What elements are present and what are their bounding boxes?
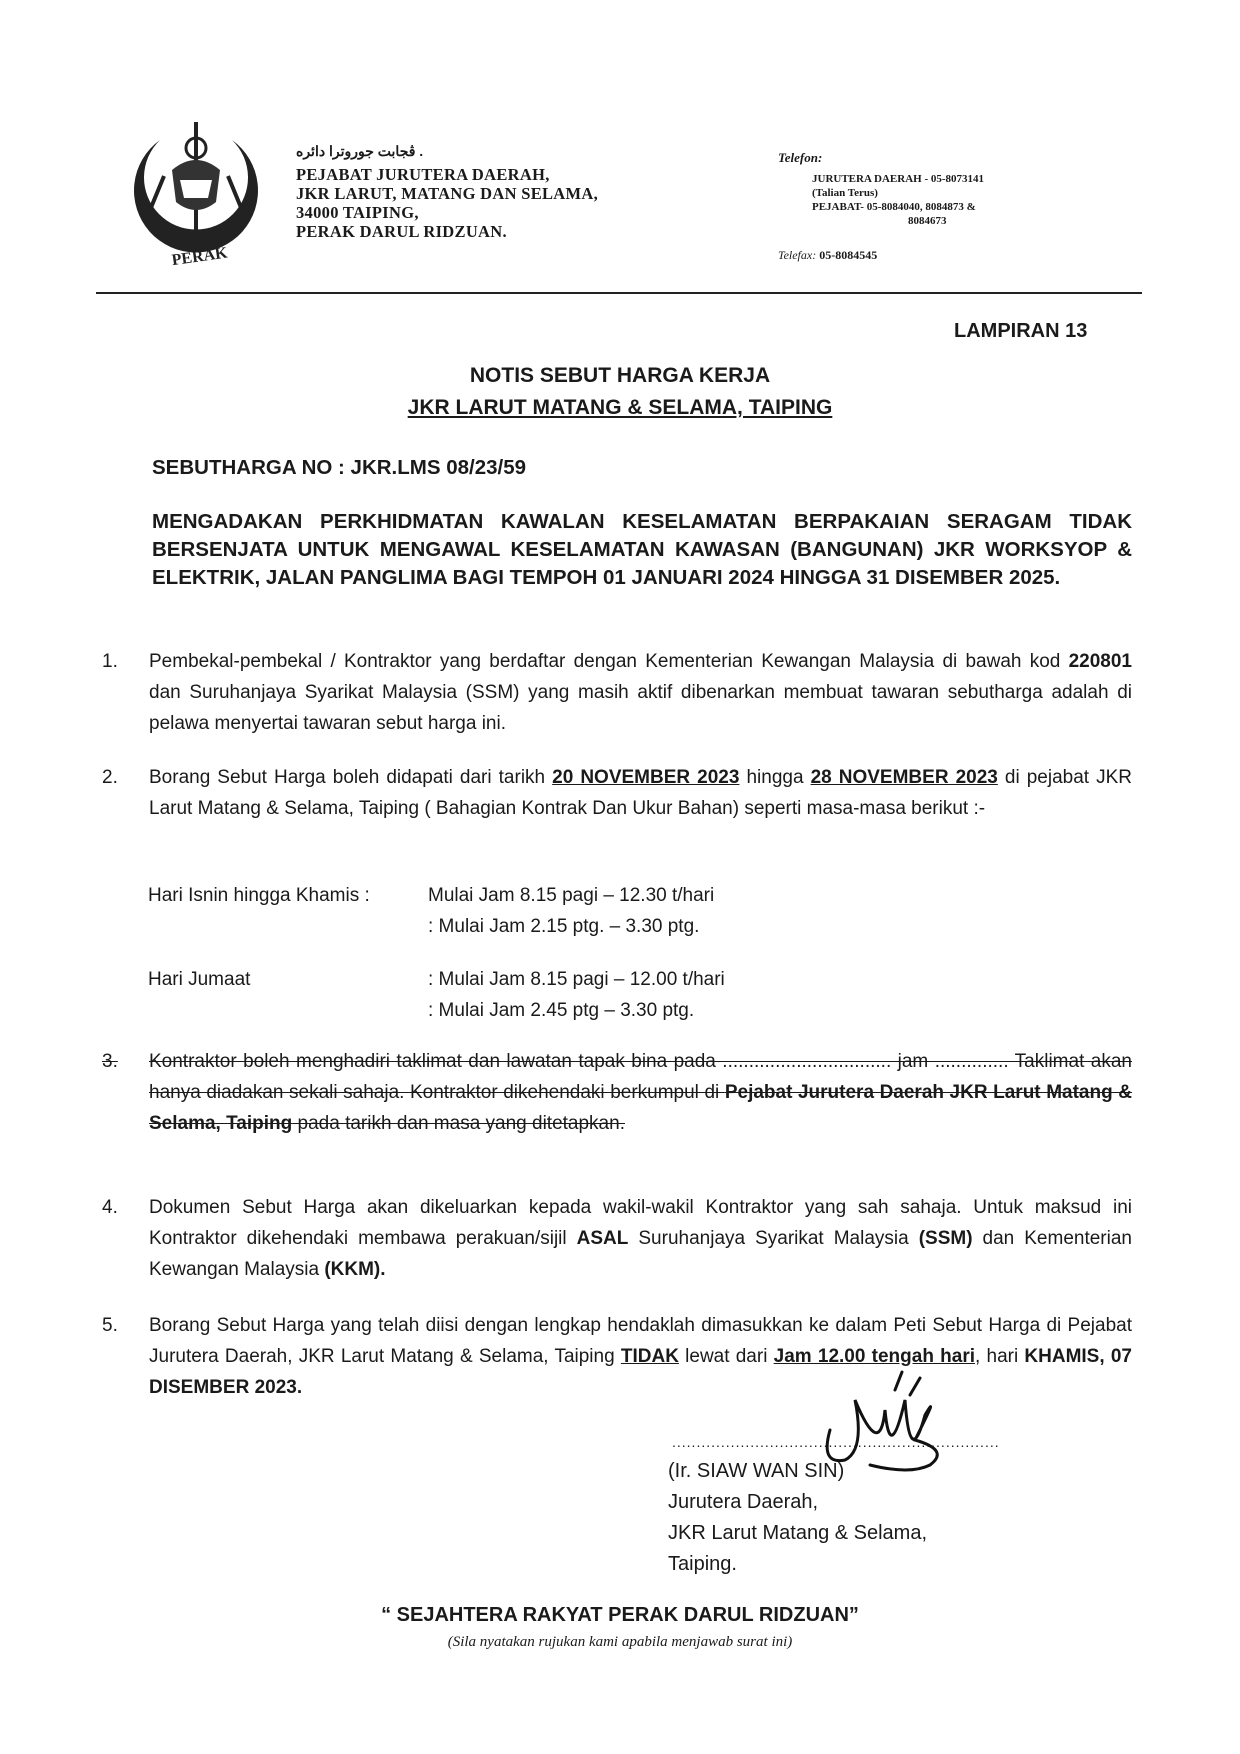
p4-text-a: Dokumen Sebut Harga akan dikeluarkan kepada wakil-wakil Kontraktor yang sah sahaja. Untuk maksud ini Kontraktor dikehendaki membawa perakuan/sijil xyxy=(149,1197,1132,1249)
p4-asal: ASAL xyxy=(576,1228,629,1249)
signatory-block xyxy=(668,1456,927,1580)
reference-note: (Sila nyatakan rujukan kami apabila menjawab surat ini) xyxy=(447,1634,793,1650)
p2-start-date: 20 NOVEMBER 2023 xyxy=(552,767,740,788)
schedule-day-1-time-2: : Mulai Jam 2.15 ptg. – 3.30 ptg. xyxy=(428,916,700,937)
p5-deadline-date: KHAMIS, 07 DISEMBER 2023. xyxy=(149,1346,1132,1398)
paragraph-2 xyxy=(102,762,1132,824)
paragraph-number: 1. xyxy=(102,651,118,672)
p4-kkm: (KKM). xyxy=(324,1259,386,1280)
telefax-value: 05-8084545 xyxy=(819,248,878,262)
lampiran-label: LAMPIRAN 13 xyxy=(954,320,1088,342)
p4-text-c: Suruhanjaya Syarikat Malaysia xyxy=(628,1228,919,1249)
notice-subtitle xyxy=(0,396,1240,420)
p1-code: 220801 xyxy=(1068,651,1132,672)
signature-line: ................................................................... xyxy=(672,1434,1000,1450)
p5-deadline-time: Jam 12.00 tengah hari xyxy=(773,1346,975,1367)
paragraph-number: 3. xyxy=(102,1051,118,1072)
p5-text-a: Borang Sebut Harga yang telah diisi dengan lengkap hendaklah dimasukkan ke dalam Peti Sebut Harga di Pejabat Jurutera Daerah, JKR Larut Matang & Selama, Taiping xyxy=(149,1315,1132,1367)
signatory-title: Jurutera Daerah, xyxy=(668,1491,819,1513)
address-line-1: PEJABAT JURUTERA DAERAH, xyxy=(296,165,550,184)
telefax xyxy=(778,248,877,263)
telefon-numbers xyxy=(812,172,984,228)
telefon-line-3: PEJABAT- 05-8084040, 8084873 & xyxy=(812,201,976,213)
address-line-2: JKR LARUT, MATANG DAN SELAMA, xyxy=(296,184,599,203)
p2-text-e: di pejabat JKR Larut Matang & Selama, Taiping ( Bahagian Kontrak Dan Ukur Bahan) seperti masa-masa berikut :- xyxy=(149,767,1133,819)
p3-venue: Pejabat Jurutera Daerah JKR Larut Matang & Selama, Taiping xyxy=(149,1082,1132,1134)
notice-title: NOTIS SEBUT HARGA KERJA xyxy=(469,364,771,387)
p2-end-date: 28 NOVEMBER 2023 xyxy=(810,767,998,788)
telefon-label: Telefon: xyxy=(778,150,823,165)
signatory-town: Taiping. xyxy=(668,1553,737,1575)
paragraph-4 xyxy=(102,1192,1132,1285)
paragraph-5 xyxy=(102,1310,1132,1403)
paragraph-3-struck xyxy=(102,1046,1132,1139)
schedule-day-2: Hari Jumaat xyxy=(148,969,251,990)
p2-text-a: Borang Sebut Harga boleh didapati dari tarikh xyxy=(149,767,553,788)
signatory-office: JKR Larut Matang & Selama, xyxy=(668,1522,928,1544)
p2-text-c: hingga xyxy=(739,767,811,788)
p5-text-c: lewat dari xyxy=(678,1346,774,1367)
telefon-line-1: JURUTERA DAERAH - 05-8073141 xyxy=(812,173,985,185)
p1-text-a: Pembekal-pembekal / Kontraktor yang berdaftar dengan Kementerian Kewangan Malaysia di bawah kod xyxy=(149,651,1069,672)
p5-text-e: , hari xyxy=(975,1346,1025,1367)
paragraph-number: 4. xyxy=(102,1197,118,1218)
p3-text-c: pada tarikh dan masa yang ditetapkan. xyxy=(292,1113,625,1134)
sebutharga-number: SEBUTHARGA NO : JKR.LMS 08/23/59 xyxy=(152,456,527,479)
paragraph-number: 2. xyxy=(102,767,118,788)
address-line-4: PERAK DARUL RIDZUAN. xyxy=(296,222,507,241)
address-line-3: 34000 TAIPING, xyxy=(296,203,419,222)
schedule-day-1: Hari Isnin hingga Khamis : xyxy=(148,885,370,906)
notice-subject: MENGADAKAN PERKHIDMATAN KAWALAN KESELAMATAN BERPAKAIAN SERAGAM TIDAK BERSENJATA UNTUK MENGAWAL KESELAMATAN KAWASAN (BANGUNAN) JKR WORKSYOP & ELEKTRIK, JALAN PANGLIMA BAGI TEMPOH 01 JANUARI 2024 HINGGA 31 DISEMBER 2025. xyxy=(152,510,1132,589)
telefax-label: Telefax: xyxy=(778,248,817,262)
p3-text-a: Kontraktor boleh menghadiri taklimat dan lawatan tapak bina pada ................................ jam .............. Taklimat akan hanya diadakan sekali sahaja. Kontraktor dikehendaki berkumpul di xyxy=(149,1051,1132,1103)
schedule-day-2-time-2: : Mulai Jam 2.45 ptg – 3.30 ptg. xyxy=(428,1000,695,1021)
paragraph-number: 5. xyxy=(102,1315,118,1336)
motto: “ SEJAHTERA RAKYAT PERAK DARUL RIDZUAN” xyxy=(381,1604,859,1626)
crest-text: PERAK xyxy=(170,244,229,270)
schedule-day-2-time-1: : Mulai Jam 8.15 pagi – 12.00 t/hari xyxy=(428,969,725,990)
notice-subtitle-text: JKR LARUT MATANG & SELAMA, TAIPING xyxy=(407,396,833,419)
schedule-day-1-time-1: Mulai Jam 8.15 pagi – 12.30 t/hari xyxy=(428,885,715,906)
telefon-line-2: (Talian Terus) xyxy=(812,187,878,199)
p5-tidak: TIDAK xyxy=(620,1346,679,1367)
perak-crest-logo xyxy=(120,110,270,270)
p4-text-e: dan Kementerian Kewangan Malaysia xyxy=(149,1228,1132,1280)
telefon-line-4: 8084673 xyxy=(908,215,947,227)
p4-ssm: (SSM) xyxy=(918,1228,973,1249)
office-address xyxy=(296,165,598,241)
header-divider xyxy=(96,292,1142,294)
paragraph-1 xyxy=(102,646,1132,739)
arabic-letterhead: ڤجابت جوروترا دائره . xyxy=(296,143,424,159)
signatory-name: (Ir. SIAW WAN SIN) xyxy=(668,1460,845,1482)
p1-text-c: dan Suruhanjaya Syarikat Malaysia (SSM) yang masih aktif dibenarkan membuat tawaran sebutharga adalah di pelawa menyertai tawaran sebut harga ini. xyxy=(149,682,1132,734)
